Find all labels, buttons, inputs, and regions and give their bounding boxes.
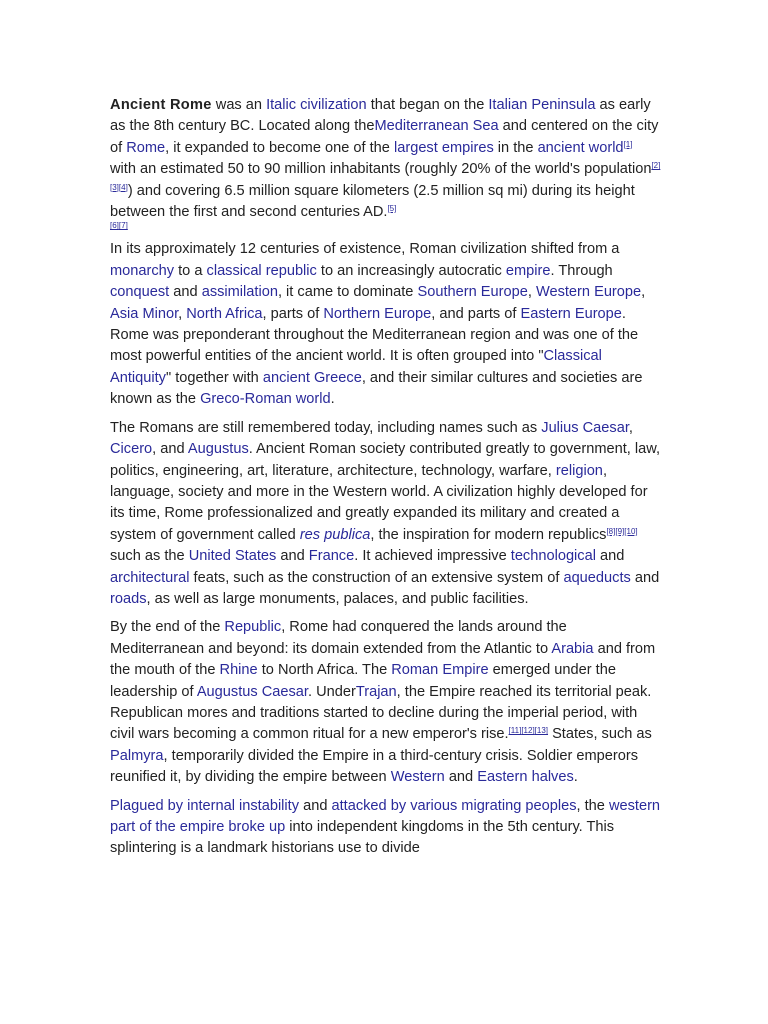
link-classical-republic[interactable]: classical republic [206, 262, 317, 279]
text: and from the mouth of the [110, 640, 656, 679]
citation-group [509, 726, 548, 735]
link-eastern-europe[interactable]: Eastern Europe [520, 305, 622, 322]
link-classical-antiquity[interactable]: Classical Antiquity [110, 348, 602, 386]
citation-link[interactable]: [12] [521, 726, 535, 736]
link-rhine[interactable]: Rhine [219, 662, 258, 679]
link-southern-europe[interactable]: Southern Europe [417, 284, 528, 301]
link-western[interactable]: Western [390, 769, 445, 786]
citation-group [110, 221, 662, 231]
link-roads[interactable]: roads [110, 590, 147, 607]
citation-link[interactable]: [2] [651, 161, 661, 171]
text: , and [152, 441, 188, 458]
text: , parts of [262, 305, 324, 322]
text: , as well as large monuments, palaces, and public facilities. [146, 590, 529, 607]
citation-link[interactable]: [10] [624, 526, 638, 536]
text: and [595, 548, 625, 565]
article-body [110, 95, 662, 867]
text: to an increasingly autocratic [316, 262, 506, 279]
text: with an estimated 50 to 90 million inhabitants (roughly 20% of the world's population [110, 161, 652, 178]
link-augustus-caesar[interactable]: Augustus Caesar [196, 683, 308, 700]
text: , and their similar cultures and societies are known as the [110, 369, 643, 408]
text: and [444, 769, 478, 786]
text: such as the [110, 548, 189, 565]
link-augustus[interactable]: Augustus [187, 441, 249, 458]
link-largest-empires[interactable]: largest empires [393, 139, 494, 156]
text: , temporarily divided the Empire in a third-century crisis. Soldier emperors reunified it, by dividing the empire between [110, 747, 639, 786]
text: , the Empire reached its territorial peak. Republican mores and traditions started to decline during the imperial period, with civil wars becoming a common ritual for a new emperor's rise. [110, 683, 652, 743]
link-architectural[interactable]: architectural [110, 569, 190, 586]
link-roman-empire[interactable]: Roman Empire [391, 662, 489, 679]
link-monarchy[interactable]: monarchy [110, 262, 175, 279]
link-attacked-by-migrating-peoples[interactable]: attacked by various migrating peoples [331, 797, 577, 814]
text: , [527, 284, 536, 301]
link-res-publica[interactable]: res publica [299, 526, 371, 543]
text: " together with [165, 369, 263, 386]
text: The Romans are still remembered today, including names such as [110, 419, 542, 436]
citation-link[interactable]: [7] [118, 221, 128, 231]
link-cicero[interactable]: Cicero [110, 441, 153, 458]
link-aqueducts[interactable]: aqueducts [563, 569, 631, 586]
citation-link[interactable]: [13] [534, 726, 549, 736]
text: and centered on the city of [110, 118, 659, 156]
history-paragraph [110, 239, 662, 410]
text: , the [576, 797, 609, 814]
link-empire[interactable]: empire [505, 262, 551, 279]
text: . It achieved impressive [354, 548, 511, 565]
text: and [299, 797, 332, 814]
link-northern-europe[interactable]: Northern Europe [323, 305, 432, 322]
link-assimilation[interactable]: assimilation [201, 284, 278, 301]
text: and [169, 284, 202, 301]
citation-group [387, 204, 396, 213]
legacy-paragraph [110, 418, 662, 611]
article-title-bold: Ancient Rome [110, 97, 212, 113]
citation-link[interactable]: [4] [118, 182, 128, 192]
text: , it came to dominate [277, 284, 418, 301]
text: , language, society and more in the Western world. A civilization highly developed for its time, Rome professionalized and greatly expanded its military and created a system of government called [110, 462, 648, 543]
text: to North Africa. The [257, 662, 392, 679]
link-religion[interactable]: religion [555, 462, 603, 479]
citation-group [624, 140, 633, 149]
citation-link[interactable]: [8] [606, 526, 616, 536]
text: as early as the 8th century BC. Located along the [110, 97, 651, 135]
text: in the [493, 139, 538, 156]
link-conquest[interactable]: conquest [110, 284, 170, 301]
link-palmyra[interactable]: Palmyra [110, 747, 164, 764]
link-julius-caesar[interactable]: Julius Caesar [541, 419, 629, 436]
link-mediterranean-sea[interactable]: Mediterranean Sea [374, 118, 499, 135]
text: . Ancient Roman society contributed greatly to government, law, politics, engineering, art, literature, architecture, technology, warfare, [110, 441, 661, 479]
link-greco-roman-world[interactable]: Greco-Roman world [200, 391, 331, 408]
text: , [641, 284, 646, 301]
link-france[interactable]: France [308, 548, 355, 565]
text: . Under [307, 683, 356, 700]
decline-paragraph [110, 796, 662, 860]
link-eastern-halves[interactable]: Eastern halves [477, 769, 574, 786]
link-ancient-world[interactable]: ancient world [537, 139, 624, 156]
text: feats, such as the construction of an extensive system of [189, 569, 564, 586]
link-technological[interactable]: technological [510, 548, 596, 565]
text: to a [174, 262, 207, 279]
link-trajan[interactable]: Trajan [355, 683, 397, 700]
text: was an [211, 97, 267, 113]
link-western-europe[interactable]: Western Europe [535, 284, 642, 301]
text: In its approximately 12 centuries of existence, Roman civilization shifted from a [110, 241, 620, 258]
text: and [630, 569, 660, 586]
citation-link[interactable]: [11] [508, 726, 522, 736]
link-arabia[interactable]: Arabia [551, 640, 594, 657]
citation-link[interactable]: [5] [387, 204, 397, 214]
text: , and parts of [431, 305, 521, 322]
link-ancient-greece[interactable]: ancient Greece [262, 369, 362, 386]
text: States, such as [548, 726, 652, 743]
text: . [330, 391, 335, 408]
text: into independent kingdoms in the 5th century. This splintering is a landmark historians use to divide [110, 819, 615, 857]
citation-group [606, 527, 637, 536]
text: , the inspiration for modern republics [370, 526, 607, 543]
citation-link[interactable]: [6] [110, 221, 119, 231]
link-rome[interactable]: Rome [126, 139, 166, 156]
text: , [178, 305, 187, 322]
text: , Rome had conquered the lands around the Mediterranean and beyond: its domain extended from the Atlantic to [110, 619, 567, 657]
link-italian-peninsula[interactable]: Italian Peninsula [488, 97, 596, 113]
text: . [573, 769, 578, 786]
text: and [276, 548, 309, 565]
link-north-africa[interactable]: North Africa [186, 305, 263, 322]
citation-link[interactable]: [9] [615, 526, 625, 536]
text: By the end of the [110, 619, 225, 636]
citation-link[interactable]: [1] [623, 139, 633, 149]
link-western-part-broke-up[interactable]: western part of the empire broke up [110, 797, 661, 835]
citation-link[interactable]: [3] [110, 182, 119, 192]
link-asia-minor[interactable]: Asia Minor [110, 305, 179, 322]
text: that began on the [366, 97, 489, 113]
text: , it expanded to become one of the [165, 139, 394, 156]
empire-paragraph [110, 617, 662, 788]
link-united-states[interactable]: United States [188, 548, 277, 565]
intro-paragraph [110, 95, 662, 231]
text: ) and covering 6.5 million square kilometers (2.5 million sq mi) during its height between the first and second centuries AD. [110, 182, 635, 221]
text: . Rome was preponderant throughout the Mediterranean region and was one of the most powerful entities of the ancient world. It is often grouped into " [110, 305, 639, 365]
link-italic-civilization[interactable]: Italic civilization [266, 97, 367, 113]
link-plagued-by-internal-instability[interactable]: Plagued by internal instability [110, 797, 300, 814]
text: . Through [550, 262, 613, 279]
text: , [628, 419, 633, 436]
text: emerged under the leadership of [110, 662, 616, 700]
link-republic[interactable]: Republic [224, 619, 282, 636]
